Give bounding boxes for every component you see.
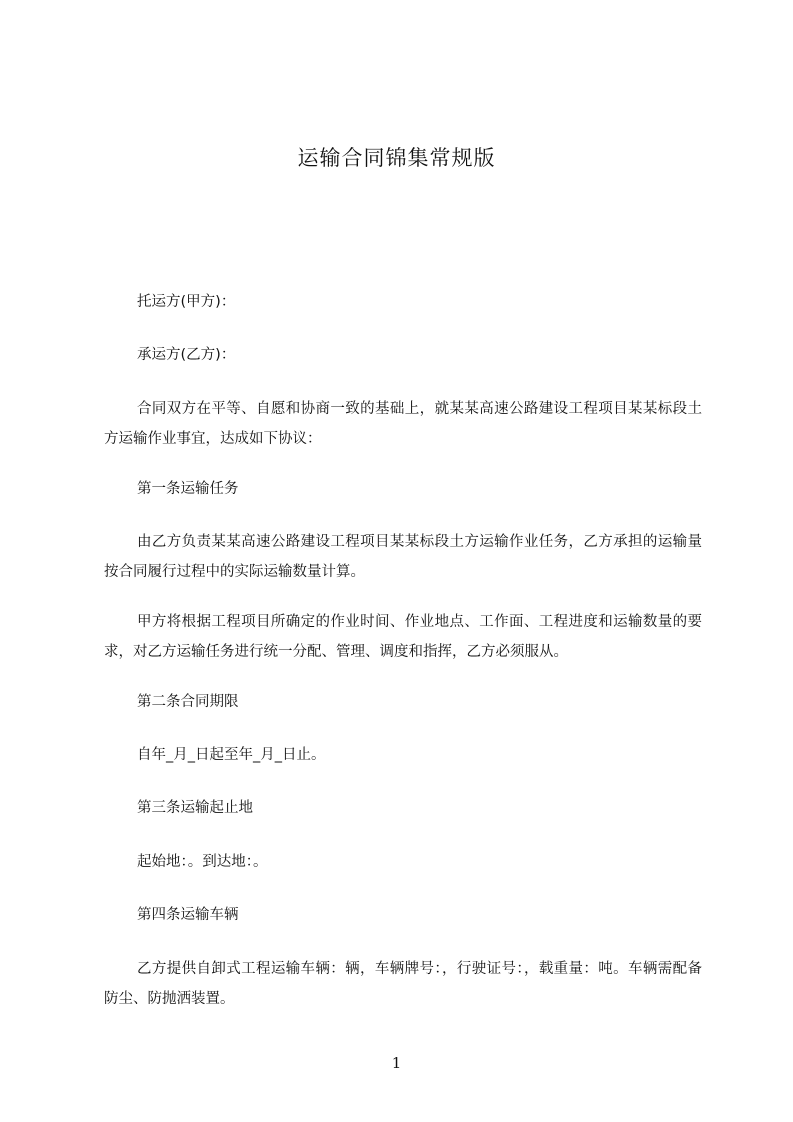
preamble-paragraph: 合同双方在平等、自愿和协商一致的基础上，就某某高速公路建设工程项目某某标段土方运输作业事宜，达成如下协议： [104, 401, 702, 447]
article-4-heading: 第四条运输车辆 [137, 907, 239, 923]
article-1-paragraph-1: 由乙方负责某某高速公路建设工程项目某某标段土方运输作业任务，乙方承担的运输量按合同履行过程中的实际运输数量计算。 [104, 534, 702, 580]
document-title: 运输合同锦集常规版 [297, 146, 496, 170]
article-3-heading: 第三条运输起止地 [137, 800, 253, 816]
page-number: 1 [391, 1054, 402, 1072]
article-3-paragraph: 起始地：。到达地：。 [137, 854, 268, 870]
article-1-paragraph-2: 甲方将根据工程项目所确定的作业时间、作业地点、工作面、工程进度和运输数量的要求，对乙方运输任务进行统一分配、管理、调度和指挥，乙方必须服从。 [104, 614, 702, 660]
article-1-heading: 第一条运输任务 [137, 481, 239, 497]
party-a-line: 托运方(甲方)： [137, 294, 236, 310]
article-2-paragraph: 自年_月_日起至年_月_日止。 [137, 747, 326, 763]
article-4-paragraph: 乙方提供自卸式工程运输车辆：辆，车辆牌号：，行驶证号：，载重量：吨。车辆需配备防尘、防抛洒装置。 [104, 961, 702, 1007]
party-b-line: 承运方(乙方)： [137, 347, 236, 363]
article-2-heading: 第二条合同期限 [137, 694, 239, 710]
